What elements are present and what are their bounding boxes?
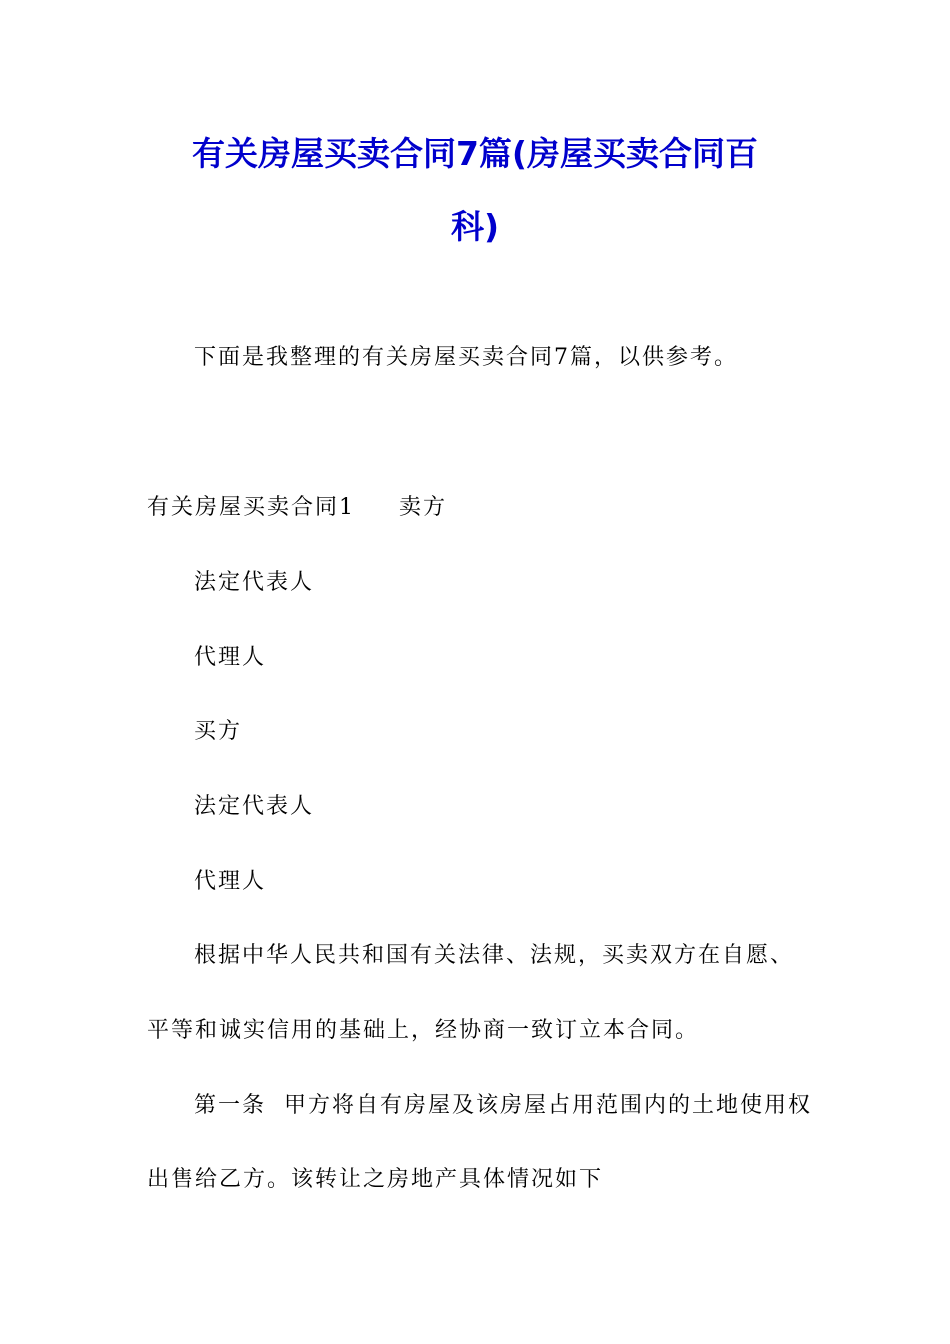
document-title-line-1: 有关房屋买卖合同7篇(房屋买卖合同百 [191, 134, 759, 173]
article-1-line-2: 出售给乙方。该转让之房地产具体情况如下 [147, 1167, 604, 1192]
section-heading-row [147, 493, 447, 523]
seller-agent-label: 代理人 [194, 645, 267, 670]
section-heading: 有关房屋买卖合同1 [147, 495, 355, 520]
seller-legal-rep-label: 法定代表人 [194, 570, 315, 595]
buyer-label: 买方 [194, 719, 243, 744]
article-1-line-1: 第一条 甲方将自有房屋及该房屋占用范围内的土地使用权 [194, 1093, 812, 1118]
basis-paragraph-line-1: 根据中华人民共和国有关法律、法规，买卖双方在自愿、 [194, 943, 795, 968]
document-title-line-2: 科) [450, 207, 500, 246]
buyer-agent-label: 代理人 [194, 869, 267, 894]
intro-paragraph: 下面是我整理的有关房屋买卖合同7篇，以供参考。 [194, 345, 738, 370]
basis-paragraph-line-2: 平等和诚实信用的基础上，经协商一致订立本合同。 [147, 1018, 700, 1043]
seller-label: 卖方 [399, 495, 448, 520]
buyer-legal-rep-label: 法定代表人 [194, 794, 315, 819]
